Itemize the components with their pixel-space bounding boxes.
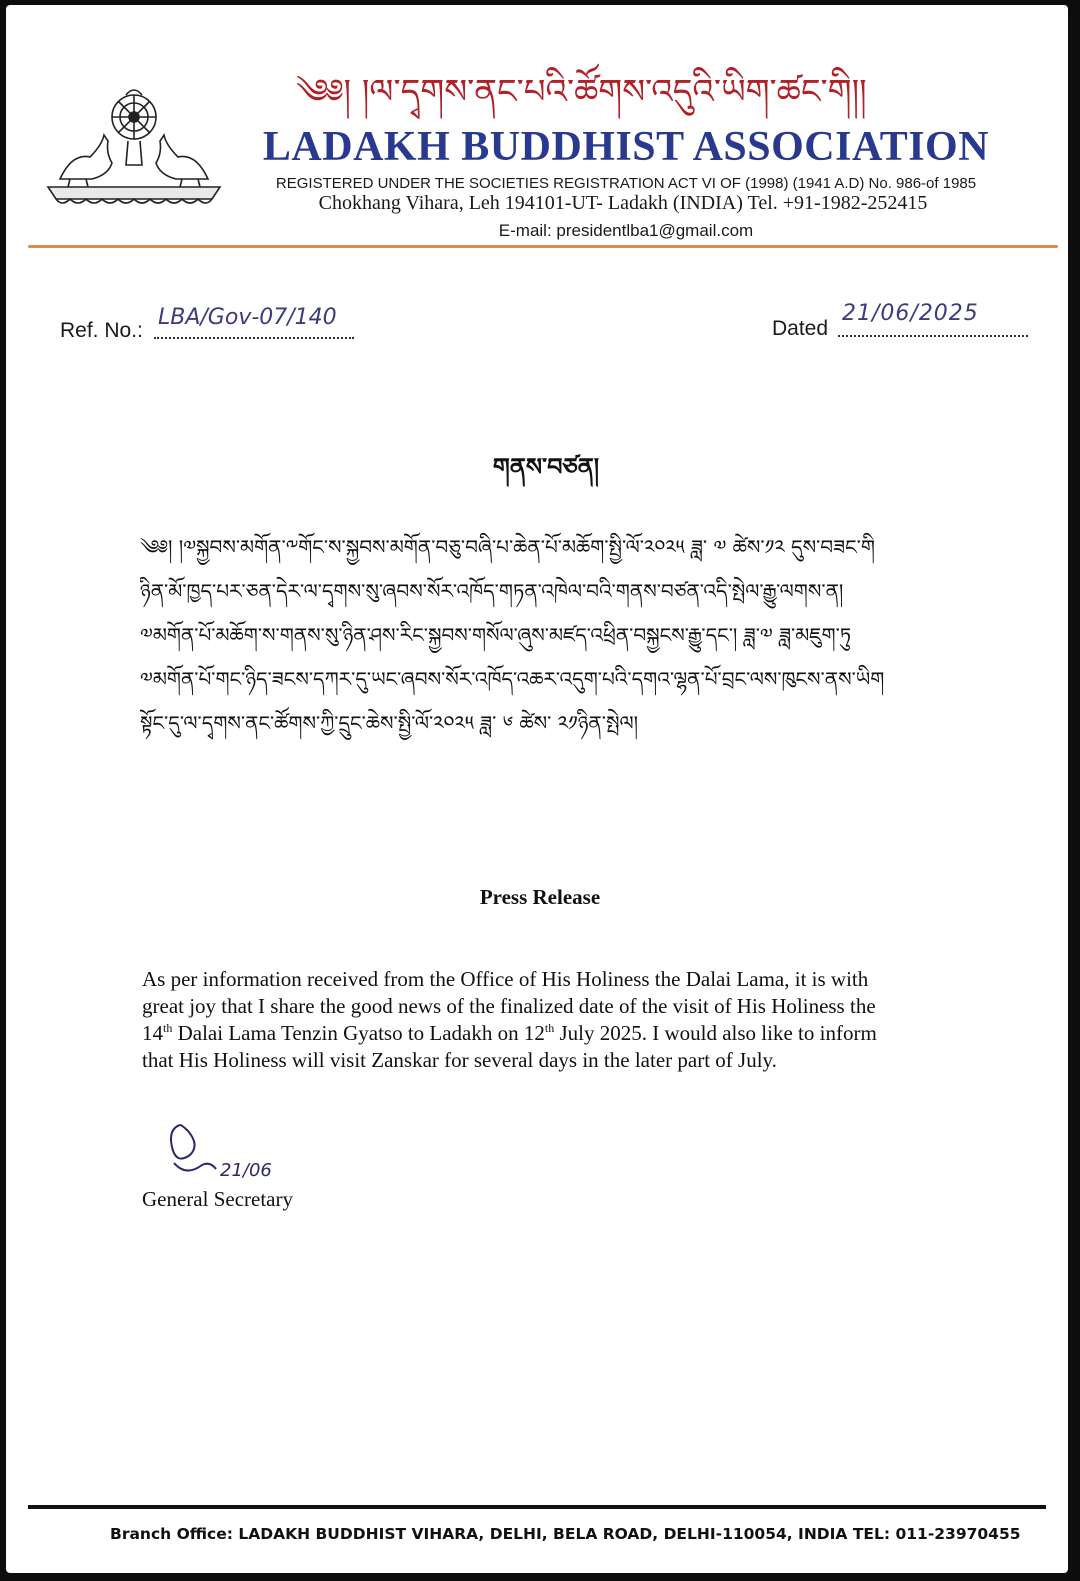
press-release-body (142, 966, 962, 1074)
body-line (142, 1020, 962, 1047)
body-line: As per information received from the Office of His Holiness the Dalai Lama, it is with (142, 967, 869, 991)
body-text-fragment: 14 (142, 1021, 163, 1045)
registration-line: REGISTERED UNDER THE SOCIETIES REGISTRATION ACT VI OF (1998) (1941 A.D) No. 986-of 1985 (275, 175, 977, 192)
tibetan-org-name: ༄༅། །ལ་དྭགས་ནང་པའི་ཚོགས་འདུའི་ཡིག་ཚང་གི།། (296, 72, 867, 112)
footer-label: Branch Office: (110, 1525, 233, 1543)
dharma-wheel-deer-emblem-icon (42, 83, 226, 215)
tibetan-line: ༧མགོན་པོ་མཆོག་ས་གནས་སུ་ཉིན་ཤས་རིང་སྐྱབས་གསོལ་ཞུས་མཛད་འཕྲིན་བསྐྱངས་རྒྱུ་དང་། ཟླ་༧ ཟླ་མཇུག་ཏུ (140, 623, 852, 647)
ref-value: LBA/Gov-07/140 (158, 305, 337, 330)
body-text-fragment: July 2025. I would also like to inform (554, 1021, 877, 1045)
letter-page (6, 5, 1068, 1573)
date-dotted-line (838, 335, 1028, 337)
tibetan-body (140, 525, 960, 745)
ordinal-suffix: th (544, 1021, 555, 1035)
ref-number (60, 305, 420, 351)
tibetan-section-title: གནས་བཙན། (492, 453, 600, 481)
signature-date: 21/06 (220, 1160, 272, 1181)
footer-text: LADAKH BUDDHIST VIHARA, DELHI, BELA ROAD, DELHI-110054, INDIA TEL: 011-23970455 (238, 1525, 1021, 1543)
body-text-fragment: Dalai Lama Tenzin Gyatso to Ladakh on 12 (172, 1021, 545, 1045)
body-line: great joy that I share the good news of the finalized date of the visit of His Holiness the (142, 994, 876, 1018)
date-value: 21/06/2025 (842, 301, 979, 326)
footer-divider (28, 1505, 1046, 1509)
tibetan-line: ༧མགོན་པོ་གང་ཉིད་ཟངས་དཀར་དུ་ཡང་ཞབས་སོར་འཁོད་འཆར་འདུག་པའི་དགའ་ལྷན་པོ་བྲང་ལས་ཁུངས་ནས་ཡིག (140, 667, 885, 691)
ordinal-suffix: th (163, 1021, 173, 1035)
tibetan-line: ༄༅། །༧སྐྱབས་མགོན་༸གོང་ས་སྐྱབས་མགོན་བཅུ་བཞི་པ་ཆེན་པོ་མཆོག་སྤྱི་ལོ་༢༠༢༥ ཟླ་ ༧ ཚེས་༡༢ དུས་བཟང་གི (140, 535, 875, 559)
footer-address (110, 1525, 1021, 1543)
ref-label: Ref. No.: (60, 319, 143, 342)
date-field (772, 301, 1042, 345)
body-line: that His Holiness will visit Zanskar for several days in the later part of July. (142, 1048, 777, 1072)
header-divider (28, 245, 1058, 248)
tibetan-line: སྟོང་དུ་ལ་དྭགས་ནང་ཚོགས་ཀྱི་དྲུང་ཆེས་སྤྱི་ལོ་༢༠༢༥ ཟླ་ ༦ ཚེས་ ༢༡ཉིན་སྤེལ། (140, 711, 639, 735)
tibetan-line: ཉིན་མོ་ཁྱད་པར་ཅན་དེར་ལ་དྭགས་སུ་ཞབས་སོར་འཁོད་གཏན་འཁེལ་བའི་གནས་བཙན་འདི་སྤེལ་རྒྱུ་ལགས་ན། (140, 579, 844, 603)
ref-dotted-line (154, 337, 354, 339)
address-line: Chokhang Vihara, Leh 194101-UT- Ladakh (INDIA) Tel. +91-1982-252415 (318, 192, 928, 214)
signatory-title: General Secretary (142, 1187, 293, 1211)
email-line: E-mail: presidentlba1@gmail.com (498, 221, 754, 240)
date-label: Dated (772, 317, 829, 340)
org-name: LADAKH BUDDHIST ASSOCIATION (262, 124, 990, 170)
press-release-title: Press Release (479, 885, 601, 909)
